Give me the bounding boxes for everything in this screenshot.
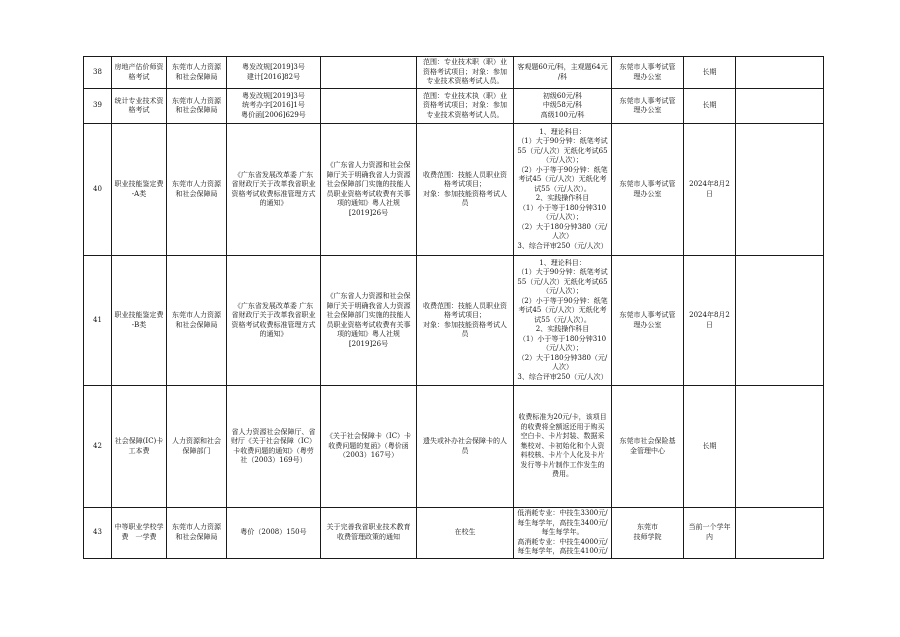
fee-scope: 在校生 [417,508,514,559]
fee-table [83,56,824,559]
validity-period: 长期 [684,57,736,89]
fee-standard: 低消耗专业：中技生3300元/ 每生每学年，高技生3400元/ 每生每学年。 高消耗专业：中技生4000元/ 每生每学年，高技生4100元/ [514,508,612,559]
table-row [84,124,824,256]
policy-document: 《广东省人力资源和社会保 障厅关于明确我省人力资源 社会保障部门实施的技能人 员职业资格考试收费有关事 项的通知》粤人社规 [2019]26号 [321,256,417,386]
validity-period: 当前一个学年内 [684,508,736,559]
department: 东莞市人力资源 和社会保障局 [167,89,227,124]
remarks [736,508,824,559]
department: 东莞市人力资源 和社会保障局 [167,124,227,256]
collecting-unit: 东莞市人事考试管 理办公室 [612,124,684,256]
collecting-unit: 东莞市人事考试管 理办公室 [612,89,684,124]
fee-scope: 收费范围：技能人员职业资 格考试项目； 对象：参加技能资格考试人 员 [417,124,514,256]
fee-scope: 范围：专业技术执（职）业 资格考试项目；对象：参加 专业技术资格考试人员。 [417,89,514,124]
row-number: 40 [84,124,112,256]
policy-document [321,89,417,124]
remarks [736,124,824,256]
collecting-unit: 东莞市人事考试管 理办公室 [612,57,684,89]
row-number: 39 [84,89,112,124]
policy-document: 《广东省人力资源和社会保 障厅关于明确我省人力资源 社会保障部门实施的技能人 员职业资格考试收费有关事 项的通知》粤人社规 [2019]26号 [321,124,417,256]
remarks [736,256,824,386]
row-number: 42 [84,386,112,508]
fee-item: 中等职业学校学 费 一学费 [112,508,167,559]
basis-document: 《广东省发展改革委 广东 省财政厅关于改革我省职业 资格考试收费标准管理方式 的通知》 [227,256,321,386]
remarks [736,57,824,89]
fee-item: 社会保障(IC)卡 工本费 [112,386,167,508]
validity-period: 长期 [684,89,736,124]
fee-standard: 客观题60元/科，主观题64元 /科 [514,57,612,89]
row-number: 43 [84,508,112,559]
policy-document [321,57,417,89]
fee-standard: 收费标准为20元/卡，该项目 的收费将全额返还用于购买 空白卡、卡片封装、数据采 集校对、卡初始化和个人资 料校核、卡片个人化及卡片 发行等卡片制作工作发生的 费用。 [514,386,612,508]
remarks [736,89,824,124]
department: 东莞市人力资源 和社会保障局 [167,508,227,559]
fee-standard: 初级60元/科 中级58元/科 高级100元/科 [514,89,612,124]
basis-document: 粤发改规[2019]3号 建计[2016]82号 [227,57,321,89]
row-number: 41 [84,256,112,386]
basis-document: 省人力资源社会保障厅、省 财厅《关于社会保障（IC） 卡收费问题的通知》（粤劳 社（2003）169号） [227,386,321,508]
policy-document: 《关于社会保障卡（IC）卡 收费问题的复函》（粤价函 （2003）167号） [321,386,417,508]
basis-document: 粤发改规[2019]3号 统考办字[2016]1号 粤价函[2006]629号 [227,89,321,124]
basis-document: 粤价（2008）150号 [227,508,321,559]
validity-period: 长期 [684,386,736,508]
basis-document: 《广东省发展改革委 广东 省财政厅关于改革我省职业 资格考试收费标准管理方式 的通知》 [227,124,321,256]
collecting-unit: 东莞市社会保险基 金管理中心 [612,386,684,508]
table-row [84,256,824,386]
fee-scope: 收费范围：技能人员职业资 格考试项目； 对象：参加技能资格考试人 员 [417,256,514,386]
collecting-unit: 东莞市人事考试管 理办公室 [612,256,684,386]
department: 东莞市人力资源 和社会保障局 [167,256,227,386]
fee-item: 房地产估价师资 格考试 [112,57,167,89]
fee-scope: 范围：专业技术职（职）业 资格考试项目；对象：参加 专业技术资格考试人员。 [417,57,514,89]
fee-scope: 遗失或补办社会保障卡的人 员 [417,386,514,508]
table-row [84,89,824,124]
collecting-unit: 东莞市 技师学院 [612,508,684,559]
remarks [736,386,824,508]
fee-standard: 1、理论科目： （1）大于90分钟：纸笔考试 55（元/人次）无纸化考试65 （元/人次）； （2）小于等于90分钟：纸笔 考试45（元/人次）无纸化考 试55（元/人次）。 2、实践操作科目 （1）小于等于180分钟310 （元/人次）； （2）大于180分钟380（元/ 人次） 3、综合评审250（元/人次） [514,256,612,386]
table-row [84,386,824,508]
validity-period: 2024年8月2日 [684,256,736,386]
fee-standard: 1、理论科目： （1）大于90分钟：纸笔考试 55（元/人次）无纸化考试65 （元/人次）； （2）小于等于90分钟：纸笔 考试45（元/人次）无纸化考 试55（元/人次）。 2、实践操作科目 （1）小于等于180分钟310 （元/人次）； （2）大于180分钟380（元/ 人次） 3、综合评审250（元/人次） [514,124,612,256]
policy-document: 关于完善我省职业技术教育 收费管理政策的通知 [321,508,417,559]
fee-item: 统计专业技术资 格考试 [112,89,167,124]
validity-period: 2024年8月2日 [684,124,736,256]
fee-item: 职业技能鉴定费 -A类 [112,124,167,256]
row-number: 38 [84,57,112,89]
table-row [84,57,824,89]
department: 东莞市人力资源 和社会保障局 [167,57,227,89]
table-row [84,508,824,559]
fee-item: 职业技能鉴定费 -B类 [112,256,167,386]
department: 人力资源和社会 保障部门 [167,386,227,508]
